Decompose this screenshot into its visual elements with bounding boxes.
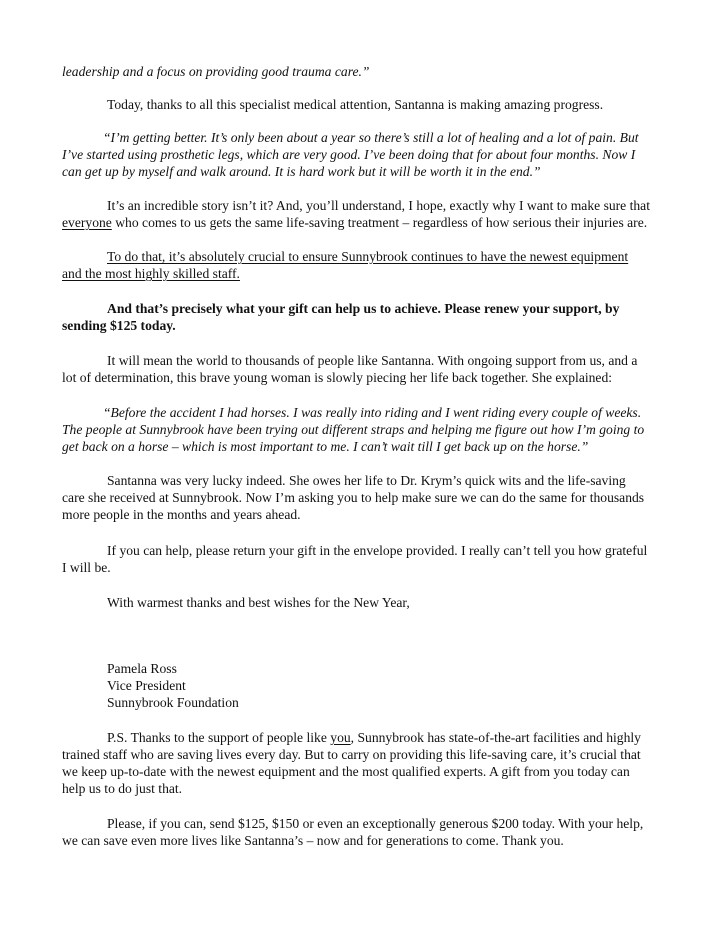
- signature-title: Vice President: [107, 678, 186, 693]
- paragraph-line: I will be.: [62, 560, 111, 575]
- closing-line: Please, if you can, send $125, $150 or even an exceptionally generous $200 today. With your help,: [107, 816, 644, 831]
- postscript-line: [107, 729, 641, 746]
- paragraph-line: It will mean the world to thousands of people like Santanna. With ongoing support from us, and a: [107, 353, 638, 368]
- postscript-line: help us to do just that.: [62, 781, 183, 796]
- signature-name: Pamela Ross: [107, 661, 177, 676]
- paragraph-line: more people in the months and years ahead.: [62, 507, 301, 522]
- quote-line: The people at Sunnybrook have been trying out different straps and helping me figure out how I’m going to: [62, 422, 645, 437]
- underlined-line: To do that, it’s absolutely crucial to ensure Sunnybrook continues to have the newest equipment: [107, 249, 629, 264]
- paragraph-line: If you can help, please return your gift in the envelope provided. I really can’t tell you how grateful: [107, 543, 648, 558]
- paragraph-line: [62, 214, 647, 231]
- postscript-text: P.S. Thanks to the support of people like: [107, 730, 331, 745]
- closing-line: we can save even more lives like Santanna’s – now and for generations to come. Thank you.: [62, 833, 564, 848]
- paragraph-line: lot of determination, this brave young woman is slowly piecing her life back together. She explained:: [62, 370, 613, 385]
- quote-line: I’ve started using prosthetic legs, which are very good. I’ve been doing that for about four months. Now I: [62, 147, 636, 162]
- underlined-line: and the most highly skilled staff.: [62, 266, 240, 281]
- paragraph-line: Santanna was very lucky indeed. She owes her life to Dr. Krym’s quick wits and the life-saving: [107, 473, 626, 488]
- paragraph-text: who comes to us gets the same life-saving treatment – regardless of how serious their injuries are.: [111, 215, 648, 230]
- paragraph-line: It’s an incredible story isn’t it? And, you’ll understand, I hope, exactly why I want to make sure that: [107, 198, 650, 213]
- underlined-word: everyone: [62, 215, 112, 230]
- quote-line: “I’m getting better. It’s only been about a year so there’s still a lot of healing and a lot of pain. But: [103, 130, 639, 145]
- underlined-word: you: [330, 730, 351, 745]
- paragraph-line: leadership and a focus on providing good trauma care.”: [62, 64, 370, 79]
- bold-appeal-line: And that’s precisely what your gift can help us to achieve. Please renew your support, by: [107, 301, 620, 316]
- paragraph-line: care she received at Sunnybrook. Now I’m asking you to help make sure we can do the same for thousands: [62, 490, 645, 505]
- signature-organization: Sunnybrook Foundation: [107, 695, 239, 710]
- quote-line: can get up by myself and walk around. It is hard work but it will be worth it in the end.”: [62, 164, 541, 179]
- postscript-text: , Sunnybrook has state-of-the-art facilities and highly: [350, 730, 641, 745]
- postscript-line: we keep up-to-date with the newest equipment and the most qualified experts. A gift from you today can: [62, 764, 630, 779]
- quote-line: “Before the accident I had horses. I was really into riding and I went riding every couple of weeks.: [103, 405, 642, 420]
- postscript-line: trained staff who are saving lives every day. But to carry on providing this life-saving care, it’s crucial that: [62, 747, 641, 762]
- quote-line: get back on a horse – which is most important to me. I can’t wait till I get back up on the horse.”: [62, 439, 589, 454]
- bold-appeal-line: sending $125 today.: [62, 318, 176, 333]
- paragraph-line: Today, thanks to all this specialist medical attention, Santanna is making amazing progress.: [107, 97, 604, 112]
- closing-salutation: With warmest thanks and best wishes for the New Year,: [107, 595, 410, 610]
